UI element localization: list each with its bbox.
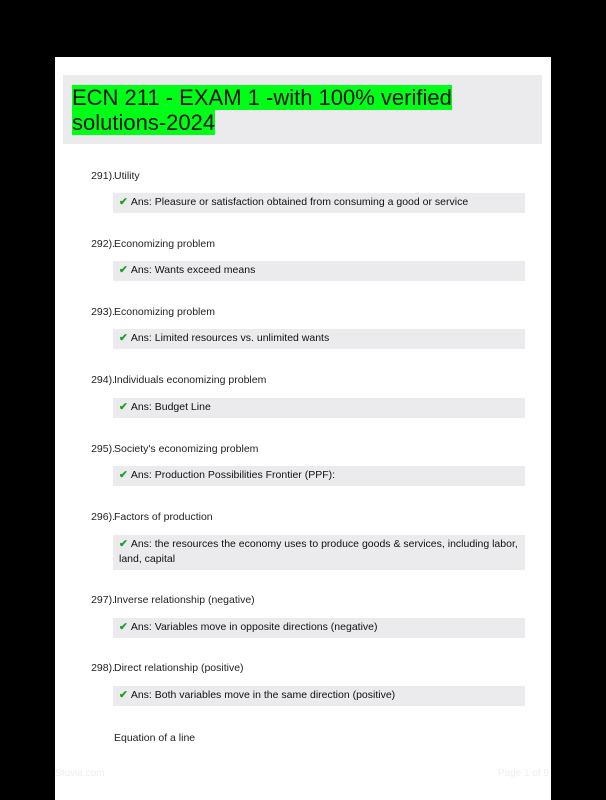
title-highlight: ECN 211 - EXAM 1 -with 100% verified solutions-2024 <box>72 85 452 135</box>
answer-box <box>113 535 525 570</box>
question-text: Economizing problem <box>114 238 215 250</box>
answer-text: Ans: Production Possibilities Frontier (PPF): <box>130 469 336 481</box>
answer-box <box>113 193 525 213</box>
question-text: Individuals economizing problem <box>114 374 267 386</box>
check-icon: ✔ <box>119 538 128 550</box>
question-number: 298). <box>91 662 115 674</box>
question-number: 293). <box>91 306 115 318</box>
question-text: Equation of a line <box>114 732 196 744</box>
check-icon: ✔ <box>119 469 128 481</box>
answer-text: Ans: Budget Line <box>130 401 211 413</box>
check-icon: ✔ <box>119 264 128 276</box>
question-number: 292). <box>91 238 115 250</box>
page-number: Page 1 of 9 <box>497 768 549 779</box>
answer-text: Ans: Both variables move in the same direction (positive) <box>130 689 396 701</box>
question-text: Utility <box>114 170 140 182</box>
check-icon: ✔ <box>119 401 128 413</box>
check-icon: ✔ <box>119 689 128 701</box>
answer-text: Ans: Variables move in opposite directions (negative) <box>130 621 378 633</box>
footer-watermark: Stuvia.com <box>55 768 105 779</box>
question-text: Inverse relationship (negative) <box>114 594 255 606</box>
answer-box <box>113 466 525 486</box>
answer-text: Ans: Pleasure or satisfaction obtained from consuming a good or service <box>130 196 469 208</box>
check-icon: ✔ <box>119 332 128 344</box>
answer-box <box>113 261 525 281</box>
question-number: 291). <box>91 170 115 182</box>
answer-box <box>113 329 525 349</box>
answer-box <box>113 686 525 706</box>
question-number: 296). <box>91 511 115 523</box>
answer-box <box>113 618 525 638</box>
check-icon: ✔ <box>119 621 128 633</box>
question-text: Factors of production <box>114 511 213 523</box>
question-text: Society's economizing problem <box>114 443 259 455</box>
check-icon: ✔ <box>119 196 128 208</box>
document-page <box>55 57 551 800</box>
answer-text: Ans: the resources the economy uses to produce goods & services, including labor, land, capital <box>119 538 518 565</box>
question-number: 295). <box>91 443 115 455</box>
document-title <box>72 85 452 135</box>
answer-box <box>113 398 525 418</box>
question-number: 297). <box>91 594 115 606</box>
title-banner <box>63 75 542 144</box>
question-text: Direct relationship (positive) <box>114 662 244 674</box>
answer-text: Ans: Limited resources vs. unlimited wants <box>130 332 330 344</box>
answer-text: Ans: Wants exceed means <box>130 264 256 276</box>
question-number: 294). <box>91 374 115 386</box>
question-text: Economizing problem <box>114 306 215 318</box>
